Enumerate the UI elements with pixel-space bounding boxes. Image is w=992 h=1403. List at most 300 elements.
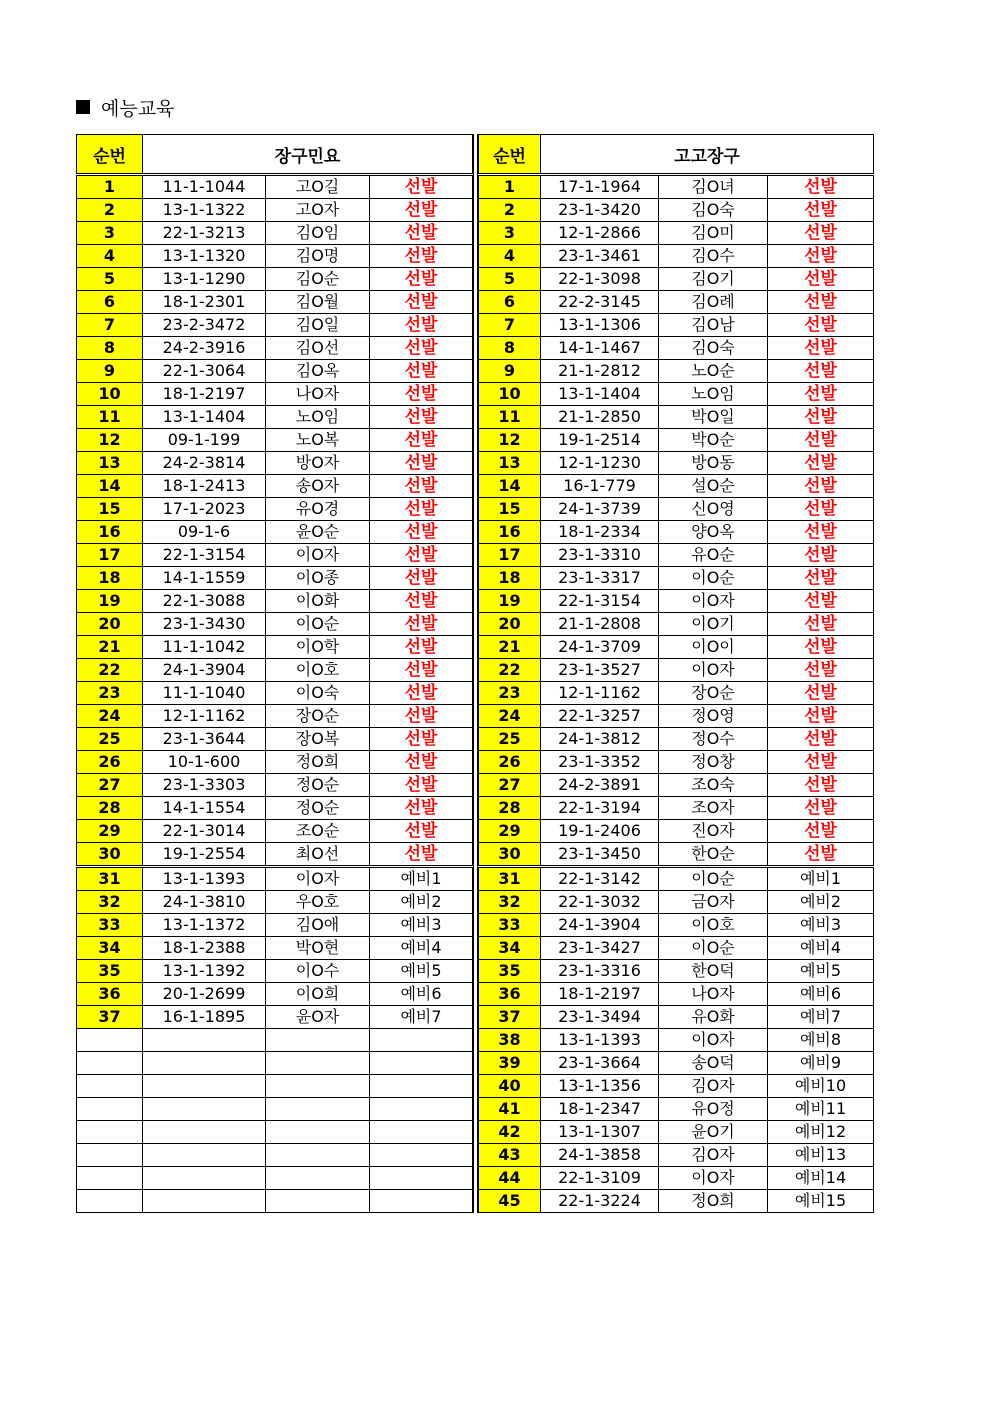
member-name: 정O순	[266, 774, 370, 797]
table-row	[479, 360, 874, 383]
status-cell: 선발	[370, 820, 473, 843]
table-row	[479, 914, 874, 937]
status-cell: 선발	[768, 544, 874, 567]
status-cell: 선발	[370, 406, 473, 429]
row-number: 2	[77, 199, 143, 222]
member-id: 21-1-2808	[541, 613, 659, 636]
member-name: 김O옥	[266, 360, 370, 383]
table-row	[479, 613, 874, 636]
member-id: 13-1-1356	[541, 1075, 659, 1098]
member-id: 23-1-3644	[143, 728, 266, 751]
member-name: 박O순	[659, 429, 768, 452]
member-name: 방O자	[266, 452, 370, 475]
member-id: 23-1-3303	[143, 774, 266, 797]
status-cell: 예비6	[768, 983, 874, 1006]
member-id: 12-1-2866	[541, 222, 659, 245]
member-name: 나O자	[266, 383, 370, 406]
member-name: 설O순	[659, 475, 768, 498]
status-cell: 선발	[768, 498, 874, 521]
table-row	[479, 291, 874, 314]
row-number: 18	[479, 567, 541, 590]
row-number: 6	[479, 291, 541, 314]
member-name: 김O선	[266, 337, 370, 360]
table-row	[77, 867, 473, 891]
row-number: 7	[77, 314, 143, 337]
table-row	[479, 843, 874, 867]
table-row	[77, 636, 473, 659]
table-row	[77, 1006, 473, 1029]
status-cell: 선발	[768, 429, 874, 452]
member-id: 13-1-1307	[541, 1121, 659, 1144]
table-row	[479, 659, 874, 682]
member-name: 김O애	[266, 914, 370, 937]
member-id: 18-1-2413	[143, 475, 266, 498]
status-cell: 선발	[370, 314, 473, 337]
table-row	[479, 1144, 874, 1167]
member-name: 김O임	[266, 222, 370, 245]
table-row	[479, 751, 874, 774]
member-id	[143, 1075, 266, 1098]
member-id: 23-1-3527	[541, 659, 659, 682]
status-cell: 선발	[370, 291, 473, 314]
table-row	[479, 1075, 874, 1098]
table-row	[479, 983, 874, 1006]
status-cell: 선발	[370, 705, 473, 728]
row-number	[77, 1190, 143, 1213]
table-row	[77, 199, 473, 222]
status-cell: 선발	[768, 613, 874, 636]
table-row	[479, 820, 874, 843]
row-number: 29	[479, 820, 541, 843]
member-name: 정O희	[266, 751, 370, 774]
member-name: 윤O자	[266, 1006, 370, 1029]
table-row	[77, 1075, 473, 1098]
member-name: 김O남	[659, 314, 768, 337]
row-number: 30	[479, 843, 541, 867]
member-id: 19-1-2406	[541, 820, 659, 843]
table-row	[479, 429, 874, 452]
table-row	[77, 1144, 473, 1167]
row-number: 33	[479, 914, 541, 937]
member-name: 이O호	[659, 914, 768, 937]
status-cell: 선발	[768, 291, 874, 314]
member-name: 정O영	[659, 705, 768, 728]
row-number: 35	[479, 960, 541, 983]
table-row	[479, 590, 874, 613]
status-cell: 선발	[768, 383, 874, 406]
status-cell: 예비4	[768, 937, 874, 960]
member-id: 18-1-2334	[541, 521, 659, 544]
member-name: 김O명	[266, 245, 370, 268]
table-row	[479, 960, 874, 983]
member-name: 노O순	[659, 360, 768, 383]
status-cell: 선발	[768, 567, 874, 590]
member-id: 24-1-3810	[143, 891, 266, 914]
status-cell	[370, 1167, 473, 1190]
tables-wrapper	[76, 134, 874, 1213]
member-id: 09-1-199	[143, 429, 266, 452]
member-id: 22-1-3014	[143, 820, 266, 843]
member-name: 나O자	[659, 983, 768, 1006]
status-cell: 예비5	[370, 960, 473, 983]
status-cell: 선발	[370, 659, 473, 682]
member-name: 이O학	[266, 636, 370, 659]
status-cell	[370, 1098, 473, 1121]
member-name: 유O경	[266, 498, 370, 521]
member-id: 22-1-3224	[541, 1190, 659, 1213]
member-name: 조O자	[659, 797, 768, 820]
table-row	[479, 245, 874, 268]
table-row	[77, 360, 473, 383]
member-name: 조O순	[266, 820, 370, 843]
row-number: 15	[479, 498, 541, 521]
table-row	[479, 891, 874, 914]
row-number	[77, 1075, 143, 1098]
row-number: 21	[77, 636, 143, 659]
table-row	[77, 567, 473, 590]
member-id: 18-1-2388	[143, 937, 266, 960]
member-name: 장O순	[266, 705, 370, 728]
member-id: 19-1-2514	[541, 429, 659, 452]
status-cell: 선발	[768, 843, 874, 867]
row-number: 3	[479, 222, 541, 245]
status-cell: 선발	[370, 774, 473, 797]
status-cell: 선발	[370, 475, 473, 498]
member-name: 이O수	[266, 960, 370, 983]
table-row	[77, 891, 473, 914]
member-name: 윤O순	[266, 521, 370, 544]
member-name: 이O희	[266, 983, 370, 1006]
row-number: 27	[77, 774, 143, 797]
row-number: 25	[77, 728, 143, 751]
row-number: 1	[479, 175, 541, 199]
table-row	[479, 175, 874, 199]
row-number	[77, 1167, 143, 1190]
status-cell: 예비9	[768, 1052, 874, 1075]
row-number: 11	[479, 406, 541, 429]
status-cell: 선발	[768, 797, 874, 820]
row-number: 19	[77, 590, 143, 613]
row-number: 8	[479, 337, 541, 360]
row-number: 8	[77, 337, 143, 360]
status-cell: 예비11	[768, 1098, 874, 1121]
status-cell: 선발	[370, 751, 473, 774]
table-row	[77, 843, 473, 867]
member-id: 23-1-3310	[541, 544, 659, 567]
status-cell: 선발	[370, 199, 473, 222]
row-number: 13	[479, 452, 541, 475]
status-cell: 선발	[370, 360, 473, 383]
row-number: 9	[479, 360, 541, 383]
row-number: 23	[479, 682, 541, 705]
table-row	[479, 728, 874, 751]
member-id: 12-1-1162	[143, 705, 266, 728]
member-id	[143, 1190, 266, 1213]
member-id: 24-2-3916	[143, 337, 266, 360]
member-name	[266, 1144, 370, 1167]
member-name	[266, 1121, 370, 1144]
row-number: 10	[479, 383, 541, 406]
table-row	[77, 751, 473, 774]
table-row	[479, 314, 874, 337]
member-id	[143, 1121, 266, 1144]
status-cell: 선발	[370, 843, 473, 867]
status-cell: 선발	[768, 175, 874, 199]
row-number: 22	[479, 659, 541, 682]
status-cell: 예비1	[768, 867, 874, 891]
table-header-row	[77, 135, 473, 175]
member-id: 13-1-1404	[143, 406, 266, 429]
table-row	[77, 983, 473, 1006]
member-name	[266, 1029, 370, 1052]
row-number: 12	[479, 429, 541, 452]
row-number: 14	[479, 475, 541, 498]
status-cell: 선발	[768, 314, 874, 337]
table-row	[479, 199, 874, 222]
table-row	[479, 682, 874, 705]
member-id: 17-1-1964	[541, 175, 659, 199]
member-name: 유O화	[659, 1006, 768, 1029]
status-cell	[370, 1190, 473, 1213]
row-number: 5	[77, 268, 143, 291]
row-number: 34	[77, 937, 143, 960]
member-name: 김O자	[659, 1075, 768, 1098]
status-cell: 선발	[768, 820, 874, 843]
table-row	[479, 937, 874, 960]
member-name: 이O순	[659, 937, 768, 960]
table-row	[479, 636, 874, 659]
member-id: 16-1-779	[541, 475, 659, 498]
row-number: 27	[479, 774, 541, 797]
table-row	[479, 1052, 874, 1075]
status-cell: 예비7	[768, 1006, 874, 1029]
table-title: 장구민요	[143, 135, 473, 175]
member-name: 김O숙	[659, 337, 768, 360]
row-number: 24	[479, 705, 541, 728]
member-name: 장O순	[659, 682, 768, 705]
status-cell: 선발	[768, 222, 874, 245]
status-cell: 선발	[370, 728, 473, 751]
table-gogo-janggu	[478, 134, 874, 1213]
table-row	[479, 774, 874, 797]
member-id: 24-1-3709	[541, 636, 659, 659]
member-name	[266, 1190, 370, 1213]
member-id: 18-1-2197	[541, 983, 659, 1006]
row-number: 6	[77, 291, 143, 314]
table-row	[77, 1121, 473, 1144]
table-row	[479, 797, 874, 820]
row-number: 45	[479, 1190, 541, 1213]
row-number: 7	[479, 314, 541, 337]
member-id: 13-1-1393	[541, 1029, 659, 1052]
row-number: 11	[77, 406, 143, 429]
member-name: 양O옥	[659, 521, 768, 544]
table-row	[77, 1098, 473, 1121]
table-row	[77, 960, 473, 983]
status-cell: 선발	[370, 222, 473, 245]
member-id: 14-1-1559	[143, 567, 266, 590]
row-number: 20	[77, 613, 143, 636]
table-row	[77, 659, 473, 682]
table-row	[479, 222, 874, 245]
table-row	[479, 498, 874, 521]
row-number: 43	[479, 1144, 541, 1167]
status-cell: 예비13	[768, 1144, 874, 1167]
member-id: 22-1-3088	[143, 590, 266, 613]
status-cell: 선발	[768, 406, 874, 429]
table-row	[77, 728, 473, 751]
status-cell: 선발	[768, 774, 874, 797]
member-id: 23-1-3494	[541, 1006, 659, 1029]
member-id: 23-1-3430	[143, 613, 266, 636]
status-cell	[370, 1029, 473, 1052]
table-body	[77, 175, 473, 1213]
status-cell: 예비1	[370, 867, 473, 891]
member-id: 22-1-3154	[541, 590, 659, 613]
member-id	[143, 1098, 266, 1121]
row-number: 26	[479, 751, 541, 774]
table-row	[479, 521, 874, 544]
member-name: 윤O기	[659, 1121, 768, 1144]
row-number: 22	[77, 659, 143, 682]
member-name: 이O자	[659, 590, 768, 613]
status-cell: 선발	[370, 544, 473, 567]
member-name: 김O미	[659, 222, 768, 245]
table-row	[479, 1190, 874, 1213]
row-number: 38	[479, 1029, 541, 1052]
table-title: 고고장구	[541, 135, 874, 175]
member-id: 13-1-1290	[143, 268, 266, 291]
status-cell: 선발	[768, 268, 874, 291]
member-name: 김O기	[659, 268, 768, 291]
row-number: 12	[77, 429, 143, 452]
status-cell: 선발	[370, 175, 473, 199]
member-name	[266, 1098, 370, 1121]
member-id: 23-1-3316	[541, 960, 659, 983]
table-row	[77, 590, 473, 613]
member-id: 18-1-2197	[143, 383, 266, 406]
member-id: 20-1-2699	[143, 983, 266, 1006]
member-id: 23-1-3427	[541, 937, 659, 960]
table-row	[77, 1052, 473, 1075]
member-name	[266, 1075, 370, 1098]
member-name: 고O자	[266, 199, 370, 222]
row-number: 30	[77, 843, 143, 867]
row-number: 44	[479, 1167, 541, 1190]
row-number: 24	[77, 705, 143, 728]
table-row	[77, 705, 473, 728]
table-row	[77, 406, 473, 429]
row-number: 31	[77, 867, 143, 891]
table-row	[77, 544, 473, 567]
row-number	[77, 1029, 143, 1052]
status-cell: 예비10	[768, 1075, 874, 1098]
table-row	[479, 1121, 874, 1144]
member-name: 이O자	[659, 1167, 768, 1190]
member-name: 이O자	[659, 659, 768, 682]
table-row	[77, 222, 473, 245]
status-cell: 선발	[370, 383, 473, 406]
member-name: 정O순	[266, 797, 370, 820]
status-cell: 예비2	[370, 891, 473, 914]
member-id: 22-1-3032	[541, 891, 659, 914]
member-id: 12-1-1162	[541, 682, 659, 705]
row-number: 17	[77, 544, 143, 567]
row-number: 16	[479, 521, 541, 544]
row-number: 15	[77, 498, 143, 521]
table-row	[77, 797, 473, 820]
table-row	[479, 1167, 874, 1190]
member-name: 이O순	[659, 567, 768, 590]
table-row	[479, 452, 874, 475]
member-id: 21-1-2850	[541, 406, 659, 429]
member-id: 17-1-2023	[143, 498, 266, 521]
row-number: 14	[77, 475, 143, 498]
row-number: 36	[479, 983, 541, 1006]
table-janggu-minyo	[76, 134, 473, 1213]
member-name: 송O자	[266, 475, 370, 498]
member-name: 이O호	[266, 659, 370, 682]
status-cell: 예비4	[370, 937, 473, 960]
row-number	[77, 1098, 143, 1121]
row-number: 4	[77, 245, 143, 268]
table-row	[479, 867, 874, 891]
table-row	[77, 245, 473, 268]
member-name: 김O순	[266, 268, 370, 291]
row-number: 31	[479, 867, 541, 891]
status-cell	[370, 1144, 473, 1167]
status-cell: 선발	[768, 245, 874, 268]
table-row	[479, 337, 874, 360]
member-name	[266, 1167, 370, 1190]
member-name: 이O화	[266, 590, 370, 613]
member-id: 14-1-1467	[541, 337, 659, 360]
member-name: 김O녀	[659, 175, 768, 199]
status-cell: 선발	[370, 498, 473, 521]
status-cell: 선발	[370, 797, 473, 820]
row-number: 1	[77, 175, 143, 199]
status-cell: 예비8	[768, 1029, 874, 1052]
status-cell: 선발	[768, 452, 874, 475]
status-cell: 예비3	[768, 914, 874, 937]
member-id: 24-1-3904	[541, 914, 659, 937]
member-name: 금O자	[659, 891, 768, 914]
row-number: 28	[77, 797, 143, 820]
member-id: 16-1-1895	[143, 1006, 266, 1029]
status-cell: 예비15	[768, 1190, 874, 1213]
table-row	[77, 1190, 473, 1213]
status-cell: 선발	[768, 521, 874, 544]
member-id: 22-1-3194	[541, 797, 659, 820]
member-name: 이O이	[659, 636, 768, 659]
member-name: 정O창	[659, 751, 768, 774]
table-row	[77, 314, 473, 337]
member-name: 유O정	[659, 1098, 768, 1121]
member-name: 유O순	[659, 544, 768, 567]
status-cell: 예비6	[370, 983, 473, 1006]
table-row	[77, 914, 473, 937]
member-id: 23-2-3472	[143, 314, 266, 337]
member-id: 13-1-1392	[143, 960, 266, 983]
status-cell: 선발	[370, 521, 473, 544]
row-number: 4	[479, 245, 541, 268]
member-id: 23-1-3461	[541, 245, 659, 268]
table-row	[77, 475, 473, 498]
member-id: 19-1-2554	[143, 843, 266, 867]
status-cell: 선발	[768, 636, 874, 659]
member-name: 김O자	[659, 1144, 768, 1167]
member-name: 진O자	[659, 820, 768, 843]
